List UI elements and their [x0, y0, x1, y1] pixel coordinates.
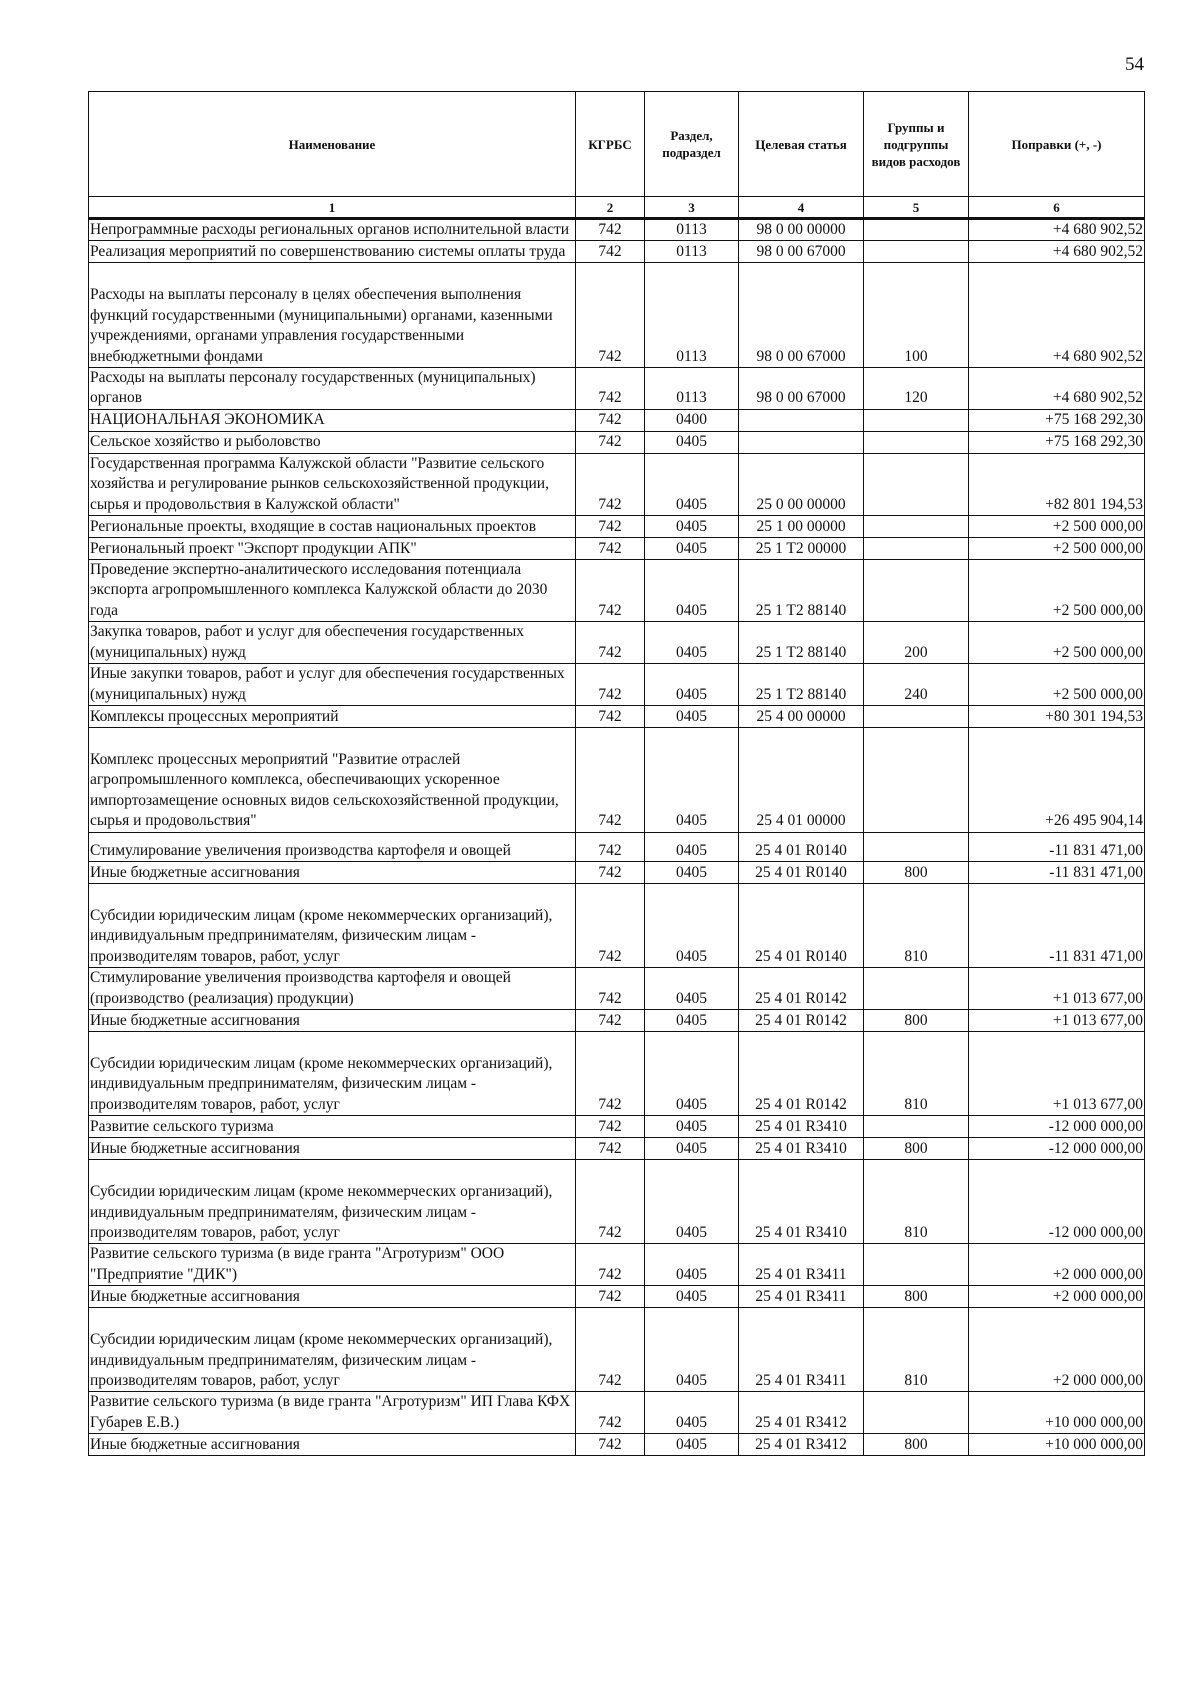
- cell-target: [739, 409, 864, 431]
- cell-name: Сельское хозяйство и рыболовство: [89, 431, 576, 453]
- cell-target: 25 4 01 R0140: [739, 861, 864, 883]
- column-number: 5: [864, 197, 969, 219]
- cell-amount: +75 168 292,30: [969, 409, 1145, 431]
- cell-section: 0405: [645, 968, 739, 1010]
- cell-name: Комплекс процессных мероприятий "Развитие отраслей агропромышленного комплекса, обеспечивающих ускоренное импортозамещение основных видов сельскохозяйственной продукции, сырья и продовольствия": [89, 727, 576, 832]
- cell-name: Иные бюджетные ассигнования: [89, 1286, 576, 1308]
- header-row: [89, 92, 1145, 197]
- cell-amount: +80 301 194,53: [969, 705, 1145, 727]
- cell-group: 810: [864, 1031, 969, 1115]
- cell-name: Проведение экспертно-аналитического исследования потенциала экспорта агропромышленного комплекса Калужской области до 2030 года: [89, 560, 576, 622]
- table-row: [89, 409, 1145, 431]
- cell-amount: +2 500 000,00: [969, 664, 1145, 706]
- table-row: [89, 883, 1145, 967]
- cell-target: 25 4 01 R3411: [739, 1286, 864, 1308]
- cell-target: 98 0 00 00000: [739, 219, 864, 241]
- cell-name: Региональные проекты, входящие в состав национальных проектов: [89, 516, 576, 538]
- table-row: [89, 727, 1145, 832]
- table-row: [89, 664, 1145, 706]
- cell-amount: +2 500 000,00: [969, 538, 1145, 560]
- cell-section: 0405: [645, 883, 739, 967]
- cell-target: 25 0 00 00000: [739, 453, 864, 515]
- cell-group: [864, 727, 969, 832]
- cell-section: 0405: [645, 832, 739, 861]
- cell-kgrbs: 742: [576, 1308, 645, 1392]
- column-number: 1: [89, 197, 576, 219]
- cell-amount: +1 013 677,00: [969, 1009, 1145, 1031]
- cell-kgrbs: 742: [576, 453, 645, 515]
- column-number: 4: [739, 197, 864, 219]
- table-row: [89, 968, 1145, 1010]
- cell-kgrbs: 742: [576, 1244, 645, 1286]
- table-row: [89, 538, 1145, 560]
- cell-group: [864, 968, 969, 1010]
- cell-section: 0405: [645, 1392, 739, 1434]
- cell-section: 0405: [645, 453, 739, 515]
- table-row: [89, 861, 1145, 883]
- cell-name: Комплексы процессных мероприятий: [89, 705, 576, 727]
- cell-amount: +4 680 902,52: [969, 263, 1145, 368]
- cell-name: Субсидии юридическим лицам (кроме некоммерческих организаций), индивидуальным предпринимателям, физическим лицам - производителям товаров, работ, услуг: [89, 883, 576, 967]
- column-number: 6: [969, 197, 1145, 219]
- table-row: [89, 1392, 1145, 1434]
- cell-group: [864, 241, 969, 263]
- header-amount: Поправки (+, -): [969, 92, 1145, 197]
- cell-amount: +2 500 000,00: [969, 622, 1145, 664]
- cell-amount: +26 495 904,14: [969, 727, 1145, 832]
- cell-kgrbs: 742: [576, 1286, 645, 1308]
- cell-group: 800: [864, 1286, 969, 1308]
- header-target: Целевая статья: [739, 92, 864, 197]
- cell-name: Расходы на выплаты персоналу в целях обеспечения выполнения функций государственными (муниципальными) органами, казенными учреждениями, органами управления государственными внебюджетными фондами: [89, 263, 576, 368]
- cell-group: 810: [864, 1308, 969, 1392]
- cell-target: 25 4 01 R3410: [739, 1116, 864, 1138]
- cell-amount: -12 000 000,00: [969, 1160, 1145, 1244]
- cell-amount: +2 500 000,00: [969, 560, 1145, 622]
- cell-section: 0405: [645, 1244, 739, 1286]
- cell-kgrbs: 742: [576, 1116, 645, 1138]
- cell-group: 100: [864, 263, 969, 368]
- cell-group: 800: [864, 1434, 969, 1456]
- cell-name: Государственная программа Калужской области "Развитие сельского хозяйства и регулирование рынков сельскохозяйственной продукции, сырья и продовольствия в Калужской области": [89, 453, 576, 515]
- table-row: [89, 622, 1145, 664]
- cell-name: Непрограммные расходы региональных органов исполнительной власти: [89, 219, 576, 241]
- cell-section: 0405: [645, 664, 739, 706]
- cell-section: 0405: [645, 560, 739, 622]
- cell-kgrbs: 742: [576, 664, 645, 706]
- cell-amount: +1 013 677,00: [969, 968, 1145, 1010]
- cell-amount: +10 000 000,00: [969, 1392, 1145, 1434]
- cell-target: 25 4 01 R0142: [739, 1031, 864, 1115]
- cell-group: 200: [864, 622, 969, 664]
- cell-amount: +2 000 000,00: [969, 1286, 1145, 1308]
- cell-section: 0400: [645, 409, 739, 431]
- table-row: [89, 1009, 1145, 1031]
- cell-amount: +82 801 194,53: [969, 453, 1145, 515]
- cell-kgrbs: 742: [576, 516, 645, 538]
- cell-name: Реализация мероприятий по совершенствованию системы оплаты труда: [89, 241, 576, 263]
- table-row: [89, 219, 1145, 241]
- cell-name: Региональный проект "Экспорт продукции АПК": [89, 538, 576, 560]
- cell-name: Иные бюджетные ассигнования: [89, 1434, 576, 1456]
- column-number-row: [89, 197, 1145, 219]
- cell-section: 0405: [645, 1009, 739, 1031]
- cell-section: 0405: [645, 727, 739, 832]
- cell-section: 0405: [645, 1286, 739, 1308]
- cell-group: 120: [864, 368, 969, 410]
- cell-kgrbs: 742: [576, 1138, 645, 1160]
- cell-target: [739, 431, 864, 453]
- cell-kgrbs: 742: [576, 705, 645, 727]
- table-row: [89, 453, 1145, 515]
- cell-target: 98 0 00 67000: [739, 263, 864, 368]
- cell-name: Иные бюджетные ассигнования: [89, 861, 576, 883]
- cell-name: Иные закупки товаров, работ и услуг для обеспечения государственных (муниципальных) нужд: [89, 664, 576, 706]
- header-name: Наименование: [89, 92, 576, 197]
- table-row: [89, 1244, 1145, 1286]
- cell-group: 810: [864, 883, 969, 967]
- table-row: [89, 1434, 1145, 1456]
- cell-group: [864, 1392, 969, 1434]
- table-row: [89, 431, 1145, 453]
- cell-section: 0405: [645, 431, 739, 453]
- cell-amount: +4 680 902,52: [969, 219, 1145, 241]
- cell-group: [864, 560, 969, 622]
- cell-amount: +10 000 000,00: [969, 1434, 1145, 1456]
- cell-section: 0405: [645, 538, 739, 560]
- cell-group: 800: [864, 861, 969, 883]
- cell-group: [864, 453, 969, 515]
- cell-amount: +2 500 000,00: [969, 516, 1145, 538]
- table-row: [89, 263, 1145, 368]
- cell-kgrbs: 742: [576, 538, 645, 560]
- cell-target: 25 4 01 R3410: [739, 1160, 864, 1244]
- table-row: [89, 1031, 1145, 1115]
- cell-group: 240: [864, 664, 969, 706]
- page-number: 54: [1125, 54, 1144, 75]
- cell-target: 25 4 00 00000: [739, 705, 864, 727]
- header-group: Группы и подгруппы видов расходов: [864, 92, 969, 197]
- cell-section: 0113: [645, 241, 739, 263]
- cell-amount: +4 680 902,52: [969, 241, 1145, 263]
- cell-group: 800: [864, 1138, 969, 1160]
- cell-section: 0405: [645, 516, 739, 538]
- cell-target: 25 4 01 R3412: [739, 1392, 864, 1434]
- budget-table: [88, 91, 1145, 1456]
- cell-section: 0113: [645, 219, 739, 241]
- cell-amount: +4 680 902,52: [969, 368, 1145, 410]
- column-number: 2: [576, 197, 645, 219]
- cell-group: 810: [864, 1160, 969, 1244]
- cell-amount: +2 000 000,00: [969, 1244, 1145, 1286]
- table-row: [89, 368, 1145, 410]
- cell-section: 0405: [645, 1434, 739, 1456]
- cell-kgrbs: 742: [576, 1009, 645, 1031]
- cell-target: 25 4 01 R0140: [739, 883, 864, 967]
- cell-name: НАЦИОНАЛЬНАЯ ЭКОНОМИКА: [89, 409, 576, 431]
- cell-section: 0405: [645, 1160, 739, 1244]
- cell-group: [864, 1244, 969, 1286]
- cell-target: 25 4 01 R3410: [739, 1138, 864, 1160]
- cell-group: [864, 538, 969, 560]
- cell-name: Развитие сельского туризма (в виде гранта "Агротуризм" ИП Глава КФХ Губарев Е.В.): [89, 1392, 576, 1434]
- cell-amount: -11 831 471,00: [969, 861, 1145, 883]
- table-row: [89, 1138, 1145, 1160]
- cell-target: 25 1 00 00000: [739, 516, 864, 538]
- cell-kgrbs: 742: [576, 1160, 645, 1244]
- cell-group: [864, 1116, 969, 1138]
- cell-target: 25 4 01 R0140: [739, 832, 864, 861]
- cell-kgrbs: 742: [576, 241, 645, 263]
- cell-name: Закупка товаров, работ и услуг для обеспечения государственных (муниципальных) нужд: [89, 622, 576, 664]
- cell-section: 0405: [645, 705, 739, 727]
- cell-kgrbs: 742: [576, 1031, 645, 1115]
- cell-name: Субсидии юридическим лицам (кроме некоммерческих организаций), индивидуальным предпринимателям, физическим лицам - производителям товаров, работ, услуг: [89, 1031, 576, 1115]
- cell-target: 25 1 T2 88140: [739, 622, 864, 664]
- cell-name: Стимулирование увеличения производства картофеля и овощей: [89, 832, 576, 861]
- cell-target: 25 1 T2 88140: [739, 664, 864, 706]
- cell-kgrbs: 742: [576, 1392, 645, 1434]
- cell-kgrbs: 742: [576, 263, 645, 368]
- cell-group: [864, 516, 969, 538]
- table-row: [89, 1286, 1145, 1308]
- cell-target: 25 4 01 R0142: [739, 1009, 864, 1031]
- table-row: [89, 705, 1145, 727]
- cell-amount: +75 168 292,30: [969, 431, 1145, 453]
- cell-kgrbs: 742: [576, 832, 645, 861]
- cell-group: [864, 705, 969, 727]
- cell-target: 25 1 T2 88140: [739, 560, 864, 622]
- cell-section: 0405: [645, 1138, 739, 1160]
- cell-kgrbs: 742: [576, 368, 645, 410]
- table-body: [89, 219, 1145, 1456]
- cell-group: 800: [864, 1009, 969, 1031]
- table-row: [89, 832, 1145, 861]
- cell-kgrbs: 742: [576, 431, 645, 453]
- cell-target: 98 0 00 67000: [739, 368, 864, 410]
- cell-group: [864, 832, 969, 861]
- cell-kgrbs: 742: [576, 622, 645, 664]
- cell-kgrbs: 742: [576, 219, 645, 241]
- cell-target: 25 4 01 R3411: [739, 1308, 864, 1392]
- cell-kgrbs: 742: [576, 861, 645, 883]
- header-section: Раздел, подраздел: [645, 92, 739, 197]
- cell-kgrbs: 742: [576, 883, 645, 967]
- cell-name: Расходы на выплаты персоналу государственных (муниципальных) органов: [89, 368, 576, 410]
- cell-amount: -12 000 000,00: [969, 1116, 1145, 1138]
- table-row: [89, 241, 1145, 263]
- cell-name: Развитие сельского туризма: [89, 1116, 576, 1138]
- cell-section: 0405: [645, 861, 739, 883]
- cell-section: 0113: [645, 263, 739, 368]
- table-row: [89, 560, 1145, 622]
- table-row: [89, 1160, 1145, 1244]
- cell-target: 25 4 01 R3412: [739, 1434, 864, 1456]
- cell-kgrbs: 742: [576, 968, 645, 1010]
- cell-name: Субсидии юридическим лицам (кроме некоммерческих организаций), индивидуальным предпринимателям, физическим лицам - производителям товаров, работ, услуг: [89, 1308, 576, 1392]
- cell-target: 25 4 01 R0142: [739, 968, 864, 1010]
- cell-target: 98 0 00 67000: [739, 241, 864, 263]
- cell-kgrbs: 742: [576, 727, 645, 832]
- header-kgrbs: КГРБС: [576, 92, 645, 197]
- cell-name: Стимулирование увеличения производства картофеля и овощей (производство (реализация) продукции): [89, 968, 576, 1010]
- cell-amount: -11 831 471,00: [969, 832, 1145, 861]
- cell-section: 0405: [645, 1116, 739, 1138]
- column-number: 3: [645, 197, 739, 219]
- cell-amount: -11 831 471,00: [969, 883, 1145, 967]
- cell-name: Субсидии юридическим лицам (кроме некоммерческих организаций), индивидуальным предпринимателям, физическим лицам - производителям товаров, работ, услуг: [89, 1160, 576, 1244]
- cell-group: [864, 219, 969, 241]
- cell-kgrbs: 742: [576, 1434, 645, 1456]
- cell-target: 25 4 01 00000: [739, 727, 864, 832]
- table-row: [89, 1308, 1145, 1392]
- cell-name: Развитие сельского туризма (в виде гранта "Агротуризм" ООО "Предприятие "ДИК"): [89, 1244, 576, 1286]
- cell-kgrbs: 742: [576, 409, 645, 431]
- cell-target: 25 1 T2 00000: [739, 538, 864, 560]
- cell-amount: +1 013 677,00: [969, 1031, 1145, 1115]
- cell-group: [864, 431, 969, 453]
- cell-amount: +2 000 000,00: [969, 1308, 1145, 1392]
- table-row: [89, 1116, 1145, 1138]
- cell-amount: -12 000 000,00: [969, 1138, 1145, 1160]
- cell-name: Иные бюджетные ассигнования: [89, 1009, 576, 1031]
- cell-target: 25 4 01 R3411: [739, 1244, 864, 1286]
- cell-section: 0405: [645, 1308, 739, 1392]
- cell-kgrbs: 742: [576, 560, 645, 622]
- cell-section: 0113: [645, 368, 739, 410]
- cell-group: [864, 409, 969, 431]
- table-row: [89, 516, 1145, 538]
- cell-name: Иные бюджетные ассигнования: [89, 1138, 576, 1160]
- cell-section: 0405: [645, 1031, 739, 1115]
- cell-section: 0405: [645, 622, 739, 664]
